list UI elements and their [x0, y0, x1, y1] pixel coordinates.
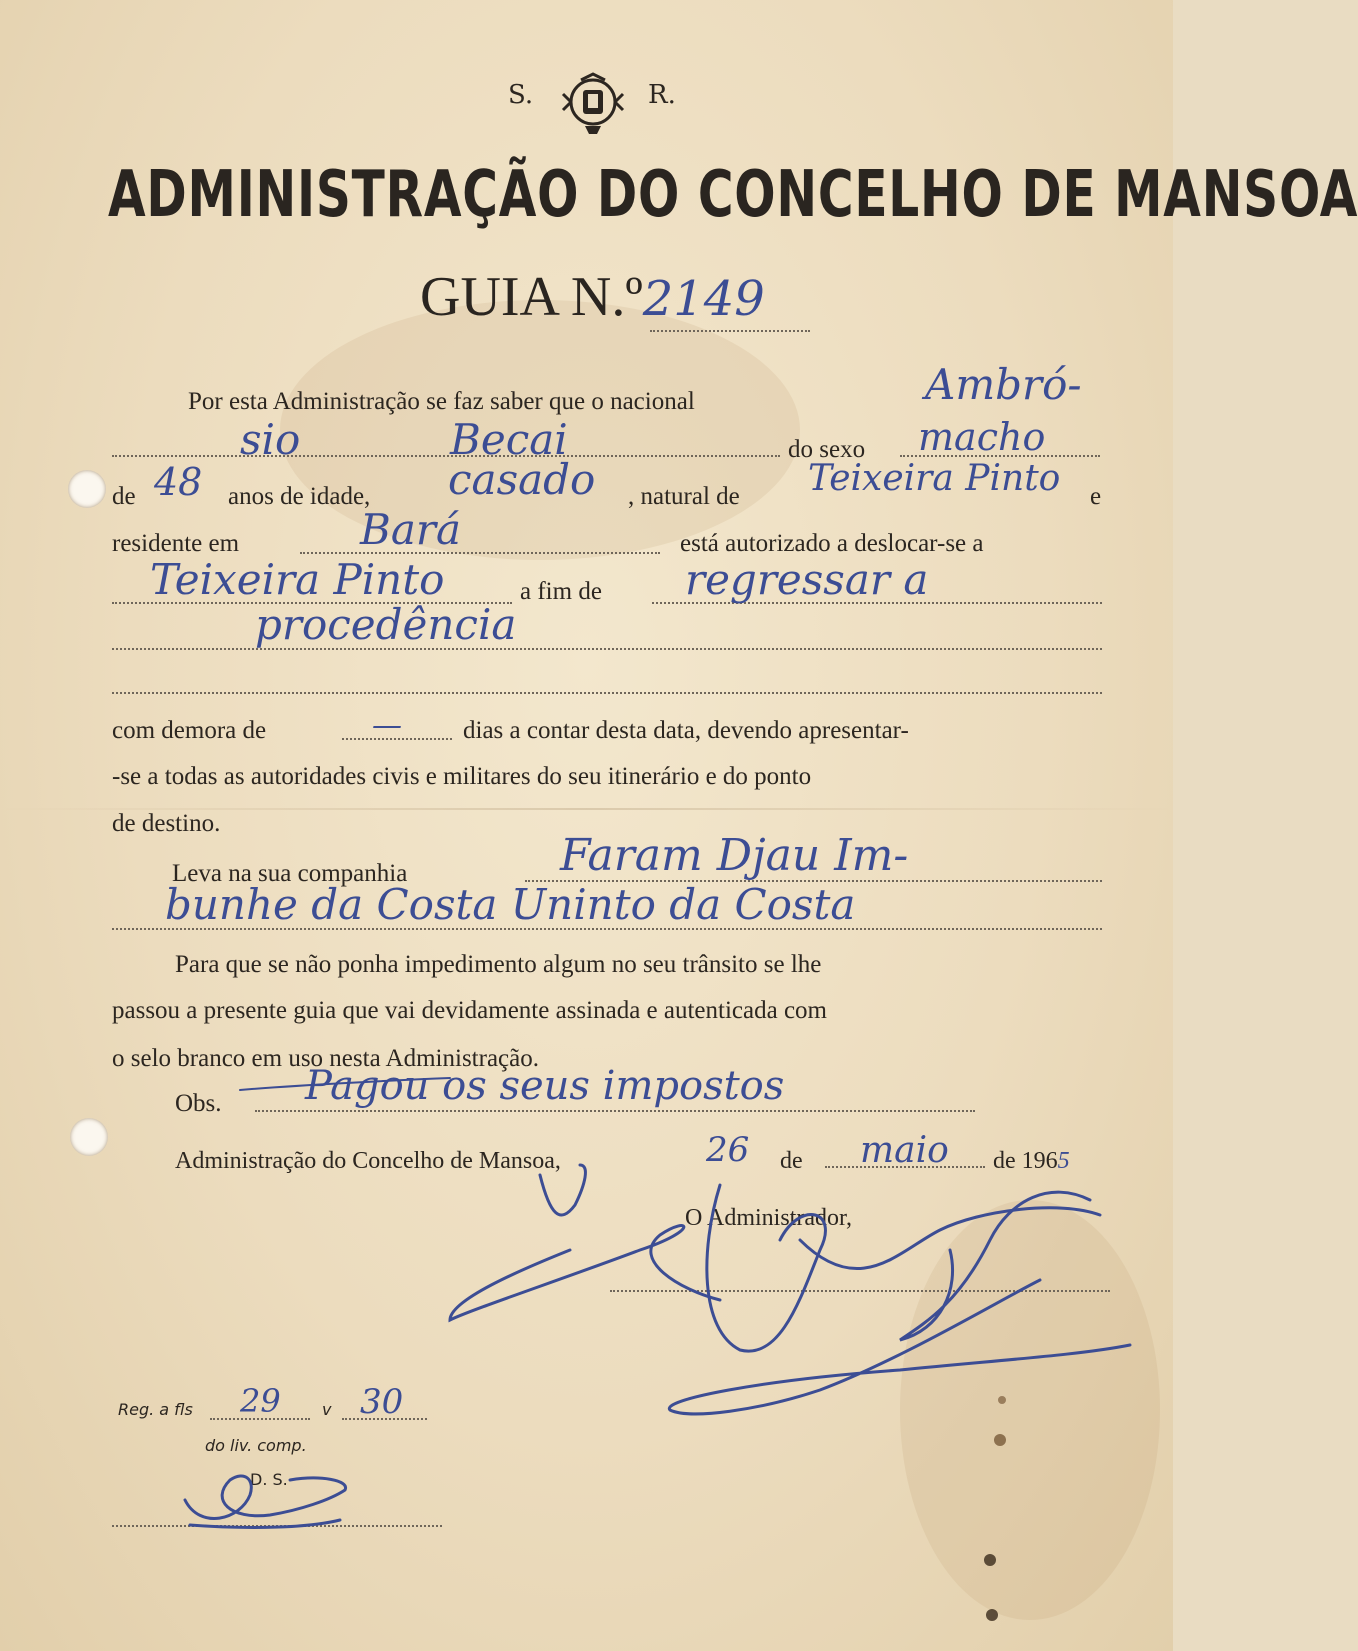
- intro-text: Por esta Administração se faz saber que o nacional: [188, 388, 695, 415]
- destination-line: de destino.: [112, 810, 221, 837]
- destino-value: Teixeira Pinto: [150, 555, 445, 604]
- sex-label: do sexo: [788, 436, 866, 463]
- closing-line2: passou a presente guia que vai devidamente assinada e autenticada com: [112, 997, 827, 1024]
- reg-v-value: 30: [360, 1382, 404, 1422]
- demora-label: com demora de: [112, 717, 267, 744]
- fim-value1: regressar a: [685, 555, 929, 604]
- reg-fls-value: 29: [240, 1382, 281, 1420]
- admin-place: Administração do Concelho de Mansoa,: [175, 1148, 561, 1174]
- dotted-line: [650, 330, 810, 332]
- residente-label: residente em: [112, 530, 240, 557]
- dotted-line: [610, 1290, 1110, 1292]
- reg-label: Reg. a fls: [118, 1400, 193, 1419]
- demora-value: —: [372, 708, 402, 743]
- year-digit: 5: [1057, 1148, 1070, 1174]
- month-value: maio: [860, 1130, 949, 1171]
- r-letter: R.: [648, 80, 676, 110]
- punch-hole: [70, 1118, 108, 1156]
- autorizado-label: está autorizado a deslocar-se a: [680, 530, 984, 557]
- ds-label: D. S.: [250, 1470, 288, 1489]
- closing-line3: o selo branco em uso nesta Administração.: [112, 1045, 539, 1072]
- guia-number: 2149: [642, 271, 765, 327]
- companhia-value2: bunhe da Costa Uninto da Costa: [165, 880, 856, 929]
- dotted-line: [112, 692, 1102, 694]
- liv-label: do liv. comp.: [205, 1436, 307, 1455]
- age-value: 48: [154, 460, 203, 504]
- obs-value: Pagou os seus impostos: [305, 1063, 785, 1109]
- closing-line1: Para que se não ponha impedimento algum no seu trânsito se lhe: [175, 951, 822, 978]
- e-label: e: [1090, 483, 1102, 510]
- natural-value: Teixeira Pinto: [808, 458, 1061, 499]
- obs-label: Obs.: [175, 1090, 222, 1117]
- age-label: anos de idade,: [228, 483, 371, 510]
- name-part3: Becai: [450, 415, 568, 464]
- name-part2: sio: [240, 415, 301, 464]
- dotted-line: [255, 1110, 975, 1112]
- de-label: de: [112, 483, 136, 510]
- s-letter: S.: [508, 80, 534, 110]
- guia-heading: [420, 265, 765, 329]
- demora-rest: dias a contar desta data, devendo apresentar-: [463, 717, 909, 744]
- year-label: de 1965: [993, 1148, 1070, 1174]
- v-label: v: [322, 1400, 332, 1419]
- dotted-line: [300, 552, 660, 554]
- dotted-line: [112, 455, 780, 457]
- natural-label: , natural de: [628, 483, 740, 510]
- name-part1: Ambró-: [925, 360, 1082, 409]
- administrador-label: O Administrador,: [685, 1205, 853, 1231]
- punch-hole: [68, 470, 106, 508]
- dotted-line: [112, 1525, 442, 1527]
- document-title: ADMINISTRAÇÃO DO CONCELHO DE MANSOA: [108, 158, 1358, 232]
- civil-status-value: casado: [448, 455, 596, 504]
- sex-value: macho: [918, 415, 1046, 459]
- companhia-label: Leva na sua companhia: [172, 860, 408, 887]
- residente-value: Bará: [360, 505, 462, 554]
- paper-stain: [900, 1200, 1160, 1620]
- fim-label: a fim de: [520, 578, 602, 605]
- de-label: de: [780, 1148, 803, 1174]
- fim-value2: procedência: [255, 600, 517, 649]
- companhia-value1: Faram Djau Im-: [560, 830, 909, 881]
- day-value: 26: [706, 1130, 750, 1170]
- itinerary-line: -se a todas as autoridades civis e militares do seu itinerário e do ponto: [112, 763, 812, 790]
- coat-of-arms-icon: [561, 72, 625, 136]
- guia-label: GUIA N.º: [420, 266, 643, 328]
